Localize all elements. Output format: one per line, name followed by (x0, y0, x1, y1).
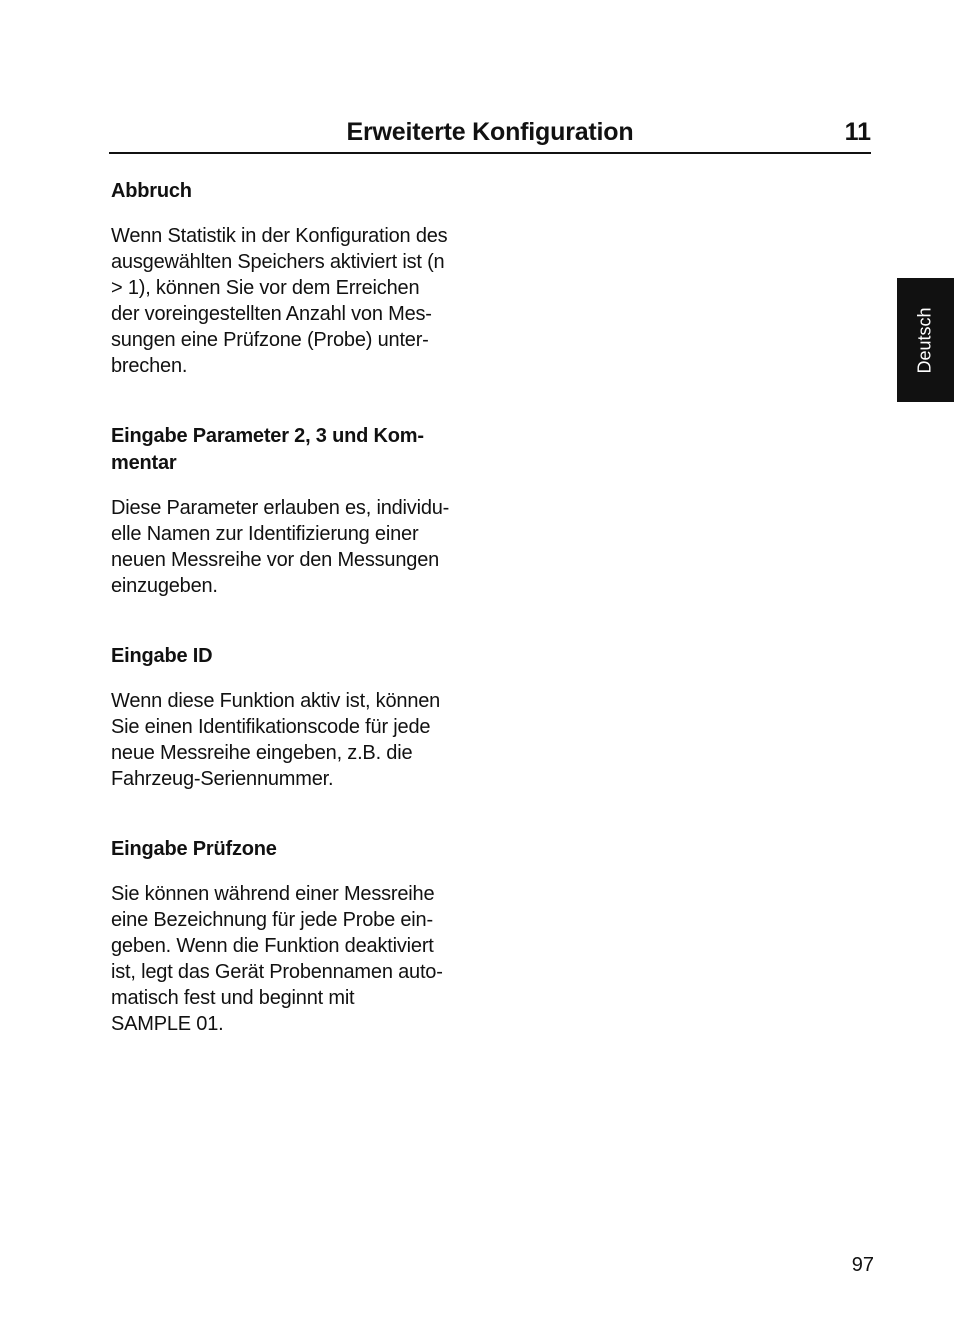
section-abbruch (111, 178, 491, 379)
body-line: eine Bezeichnung für jede Probe ein- (111, 909, 433, 931)
section-eingabe-id (111, 643, 491, 792)
section-heading (111, 423, 491, 477)
language-tab (897, 278, 954, 402)
body-line: ausgewählten Speichers aktiviert ist (n (111, 251, 445, 273)
heading-line: mentar (111, 452, 177, 474)
language-tab-label: Deutsch (915, 306, 936, 374)
body-line: Sie können während einer Messreihe (111, 883, 435, 905)
body-line: geben. Wenn die Funktion deaktiviert (111, 935, 434, 957)
section-body (111, 495, 491, 599)
body-line: matisch fest und beginnt mit (111, 987, 355, 1009)
section-eingabe-pruefzone (111, 836, 491, 1037)
section-body (111, 223, 491, 379)
body-line: ist, legt das Gerät Probennamen auto- (111, 961, 443, 983)
section-heading: Eingabe ID (111, 645, 213, 667)
body-line: neuen Messreihe vor den Messungen (111, 549, 440, 571)
body-line: elle Namen zur Identifizierung einer (111, 523, 419, 545)
heading-line: Eingabe Parameter 2, 3 und Kom- (111, 425, 424, 447)
body-line: SAMPLE 01. (111, 1013, 224, 1035)
body-line: Sie einen Identifikationscode für jede (111, 716, 431, 738)
body-line: Wenn Statistik in der Konfiguration des (111, 225, 448, 247)
body-line: Diese Parameter erlauben es, individu- (111, 497, 450, 519)
page-header (109, 116, 871, 154)
section-body (111, 881, 491, 1037)
section-heading: Abbruch (111, 180, 192, 202)
body-line: der voreingestellten Anzahl von Mes- (111, 303, 432, 325)
body-line: neue Messreihe eingeben, z.B. die (111, 742, 413, 764)
main-content (111, 178, 491, 1081)
section-heading: Eingabe Prüfzone (111, 838, 277, 860)
body-line: Wenn diese Funktion aktiv ist, können (111, 690, 441, 712)
chapter-number: 11 (844, 118, 871, 146)
body-line: Fahrzeug-Seriennummer. (111, 768, 334, 790)
body-line: einzugeben. (111, 575, 218, 597)
body-line: sungen eine Prüfzone (Probe) unter- (111, 329, 429, 351)
section-body (111, 688, 491, 792)
body-line: brechen. (111, 355, 188, 377)
chapter-title: Erweiterte Konfiguration (346, 118, 634, 146)
page-number: 97 (851, 1254, 874, 1276)
body-line: > 1), können Sie vor dem Erreichen (111, 277, 420, 299)
section-eingabe-parameter (111, 423, 491, 599)
